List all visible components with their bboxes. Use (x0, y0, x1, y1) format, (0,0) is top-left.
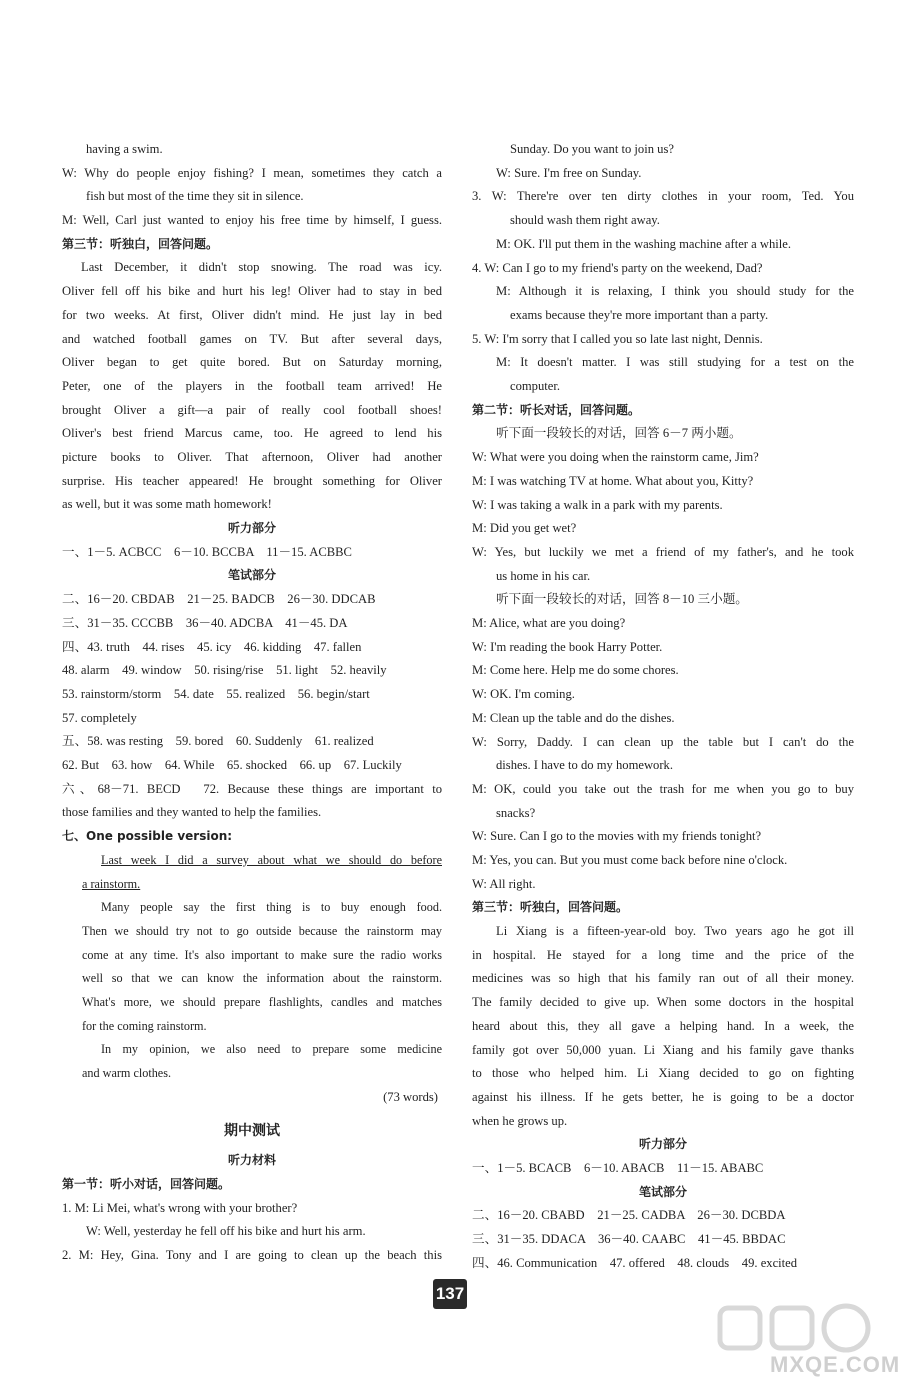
left-line: 笔试部分 (227, 568, 276, 583)
right-line: 三、31－35. DDACA 36－40. CAABC 41－45. BBDAC (472, 1232, 786, 1247)
page-number: 137 (433, 1279, 467, 1309)
left-line: 57. completely (62, 710, 137, 725)
right-line: 听下面一段较长的对话，回答 6－7 两小题。 (496, 426, 742, 441)
left-line: 四、43. truth 44. rises 45. icy 46. kidding 47. fallen (62, 639, 362, 654)
left-line: picture books to Oliver. That afternoon, Oliver had another (62, 449, 442, 464)
left-line: having a swim. (86, 142, 163, 156)
right-line: exams because they're more important than a party. (510, 307, 769, 322)
essay-line: Many people say the first thing is to buy enough food. (101, 900, 442, 915)
essay-block (62, 849, 442, 1086)
right-column (472, 138, 854, 1276)
left-line: those families and they wanted to help the families. (62, 805, 322, 820)
left-line: 二、16－20. CBDAB 21－25. BADCB 26－30. DDCAB (62, 592, 376, 607)
right-line: M: It doesn't matter. I was still studying for a test on the (496, 355, 854, 370)
right-line: to those who helped him. Li Xiang decided to go on fighting (472, 1066, 854, 1081)
right-line: 4. W: Can I go to my friend's party on the weekend, Dad? (472, 260, 763, 275)
left-bottom-block (62, 1173, 442, 1268)
right-line: M: OK, could you take out the trash for me when you go to buy (472, 781, 854, 796)
left-line: fish but most of the time they sit in silence. (86, 189, 304, 204)
left-line: Last December, it didn't stop snowing. The road was icy. (81, 260, 442, 275)
left-line: M: Well, Carl just wanted to enjoy his free time by himself, I guess. (62, 213, 442, 228)
midterm-title: 期中测试 (224, 1122, 280, 1139)
right-line: 第二节：听长对话，回答问题。 (472, 402, 641, 417)
right-line: 3. W: There're over ten dirty clothes in your room, Ted. You (472, 189, 854, 204)
essay-line: Then we should try not to go outside because the rainstorm may (82, 923, 442, 938)
essay-line: In my opinion, we also need to prepare some medicine (101, 1042, 442, 1057)
left-bottom-line: W: Well, yesterday he fell off his bike and hurt his arm. (86, 1224, 366, 1239)
left-bottom-line: 第一节：听小对话，回答问题。 (62, 1176, 231, 1191)
right-line: W: OK. I'm coming. (472, 687, 575, 702)
right-line: against his illness. If he gets better, he is going to be a doctor (472, 1089, 854, 1104)
right-line: when he grows up. (472, 1113, 568, 1128)
right-line: The family decided to give up. When some doctors in the hospital (472, 995, 854, 1010)
right-line: Sunday. Do you want to join us? (510, 142, 674, 156)
left-bottom-line: 1. M: Li Mei, what's wrong with your brother? (62, 1200, 298, 1215)
watermark-text: MXQE.COM (770, 1352, 900, 1377)
right-text-block (472, 138, 854, 1276)
left-line: 五、58. was resting 59. bored 60. Suddenly 61. realized (62, 734, 374, 749)
left-line: 53. rainstorm/storm 54. date 55. realized 56. begin/start (62, 686, 370, 701)
left-line: brought Oliver a gift—a pair of really cool football shoes! (62, 402, 442, 417)
left-line: 一、1－5. ACBCC 6－10. BCCBA 11－15. ACBBC (62, 544, 352, 559)
essay-line: for the coming rainstorm. (82, 1018, 207, 1033)
essay-line: come at any time. It's also important to make sure the radio works (82, 947, 442, 962)
right-line: W: All right. (472, 876, 536, 891)
left-line: 62. But 63. how 64. While 65. shocked 66. up 67. Luckily (62, 758, 402, 773)
word-count: (73 words) (383, 1089, 438, 1104)
right-line: M: Although it is relaxing, I think you should study for the (496, 284, 854, 299)
essay-line: a rainstorm. (82, 876, 141, 891)
left-line: Oliver fell off his bike and hurt his leg! Oliver had to stay in bed (62, 284, 442, 299)
right-line: W: I'm reading the book Harry Potter. (472, 639, 663, 654)
right-line: 一、1－5. BCACB 6－10. ABACB 11－15. ABABC (472, 1161, 764, 1176)
listening-material-heading: 听力材料 (227, 1153, 276, 1168)
left-line: 三、31－35. CCCBB 36－40. ADCBA 41－45. DA (62, 615, 348, 630)
right-line: W: Sorry, Daddy. I can clean up the table but I can't do the (472, 734, 854, 749)
left-line: W: Why do people enjoy fishing? I mean, sometimes they catch a (62, 165, 442, 180)
right-line: W: Sure. Can I go to the movies with my friends tonight? (472, 829, 762, 844)
right-line: M: Clean up the table and do the dishes. (472, 710, 675, 725)
essay-line: well so that we can know the information about the rainstorm. (82, 971, 442, 986)
right-line: M: Yes, you can. But you must come back before nine o'clock. (472, 853, 788, 867)
left-line: 听力部分 (227, 521, 276, 536)
right-line: 5. W: I'm sorry that I called you so late last night, Dennis. (472, 331, 763, 346)
right-line: Li Xiang is a fifteen-year-old boy. Two years ago he got ill (496, 924, 854, 939)
left-bottom-line: 2. M: Hey, Gina. Tony and I are going to clean up the beach this (62, 1248, 442, 1263)
left-line: 第三节：听独白，回答问题。 (62, 236, 219, 251)
right-line: 笔试部分 (638, 1184, 687, 1199)
left-line: Oliver's best friend Marcus came, too. He agreed to lend his (62, 426, 442, 441)
right-line: M: Did you get wet? (472, 521, 577, 536)
left-line: surprise. His teacher appeared! He brought something for Oliver (62, 473, 442, 488)
right-line: M: I was watching TV at home. What about you, Kitty? (472, 473, 754, 488)
right-line: computer. (510, 378, 561, 393)
right-line: dishes. I have to do my homework. (496, 758, 673, 773)
left-text-block (62, 138, 442, 849)
left-line: 48. alarm 49. window 50. rising/rise 51. light 52. heavily (62, 663, 387, 678)
right-line: W: What were you doing when the rainstorm came, Jim? (472, 450, 759, 465)
right-line: 听下面一段较长的对话，回答 8－10 三小题。 (496, 592, 748, 607)
right-line: snacks? (496, 805, 536, 820)
left-line: for two weeks. At first, Oliver didn't mind. He just lay in bed (62, 307, 442, 322)
right-line: family got over 50,000 yuan. Li Xiang and his family gave thanks (472, 1042, 854, 1057)
right-line: medicines was so high that his family ran out of all their money. (472, 971, 854, 986)
right-line: M: OK. I'll put them in the washing machine after a while. (496, 236, 791, 251)
right-line: W: I was taking a walk in a park with my parents. (472, 497, 723, 512)
left-line: 六、68－71. BECD 72. Because these things are important to (62, 781, 442, 796)
left-line: Peter, one of the players in the football team arrived! He (62, 378, 442, 393)
right-line: heard about this, they all gave a helping hand. In a week, the (472, 1018, 854, 1033)
left-line: as well, but it was some math homework! (62, 497, 272, 512)
right-line: in hospital. He stayed for a long time and the price of the (472, 947, 854, 962)
right-line: 四、46. Communication 47. offered 48. clouds 49. excited (472, 1255, 798, 1270)
right-line: 二、16－20. CBABD 21－25. CADBA 26－30. DCBDA (472, 1208, 786, 1223)
right-line: 听力部分 (638, 1137, 687, 1152)
right-line: M: Alice, what are you doing? (472, 616, 626, 630)
left-column (62, 138, 442, 1268)
right-line: M: Come here. Help me do some chores. (472, 663, 679, 678)
left-line: 七、One possible version: (62, 829, 233, 844)
right-line: W: Sure. I'm free on Sunday. (496, 165, 642, 180)
left-line: and watched football games on TV. But after several days, (62, 331, 442, 346)
essay-line: Last week I did a survey about what we should do before (101, 852, 442, 867)
right-line: W: Yes, but luckily we met a friend of my father's, and he took (472, 544, 854, 559)
left-line: Oliver began to get quite bored. But on Saturday morning, (62, 355, 442, 370)
right-line: 第三节：听独白，回答问题。 (472, 900, 629, 915)
essay-line: What's more, we should prepare flashlights, candles and matches (82, 995, 442, 1010)
right-line: us home in his car. (496, 568, 591, 583)
essay-line: and warm clothes. (82, 1066, 172, 1081)
right-line: should wash them right away. (510, 213, 660, 228)
